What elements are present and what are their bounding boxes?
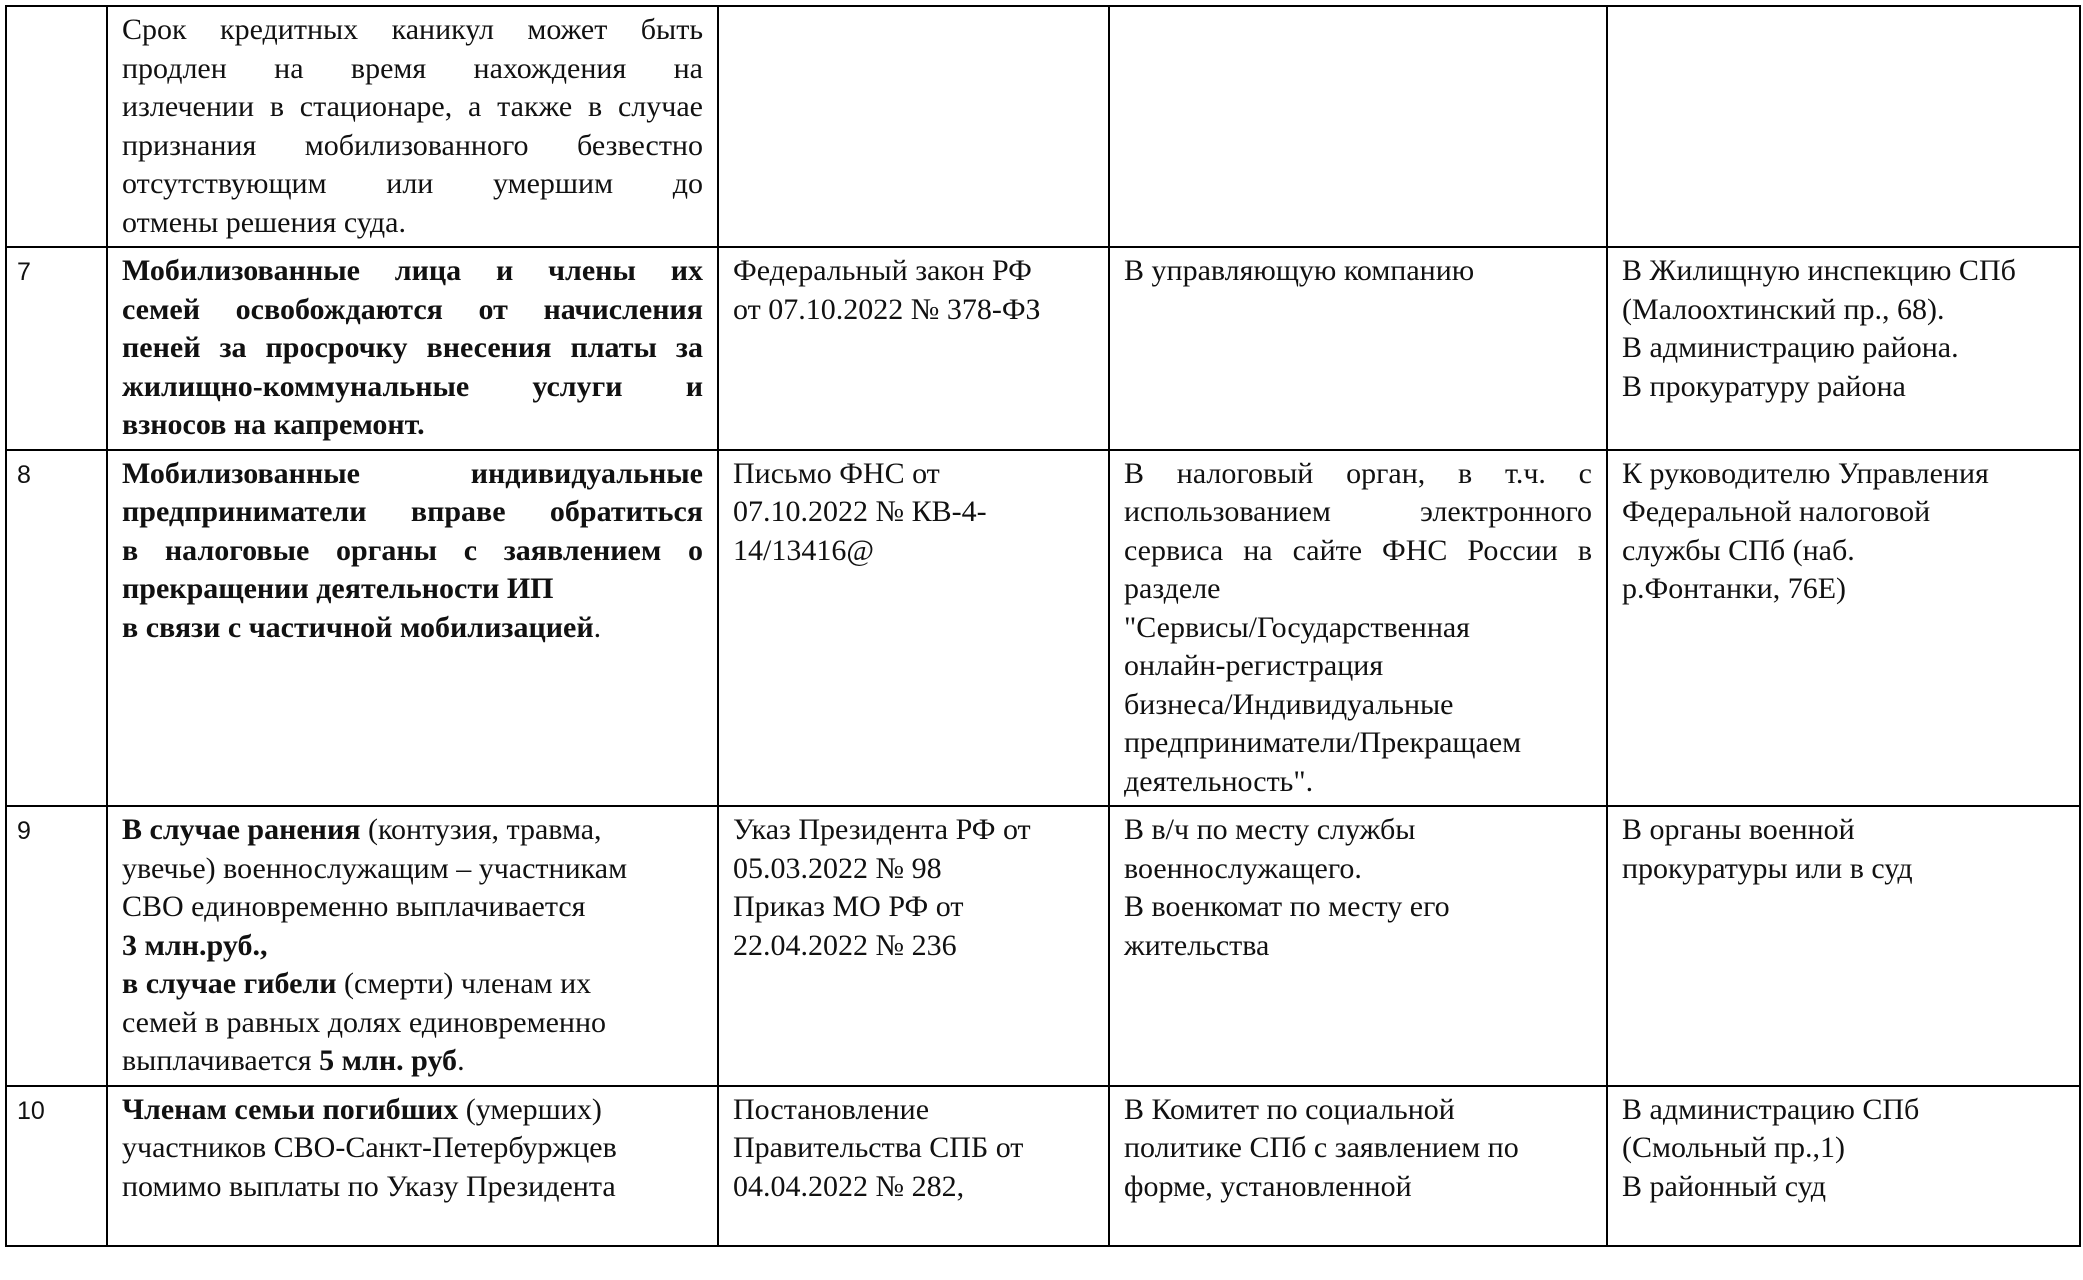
measure-cell (107, 1086, 718, 1246)
basis-line: Приказ МО РФ от (733, 890, 964, 923)
measure-bold-text: 5 млн. руб (319, 1044, 458, 1077)
measure-line (122, 965, 703, 1004)
appeal-line: В администрацию района. (1622, 331, 1959, 364)
where-line: разделе (1124, 572, 1221, 605)
basis-line: Правительства СПБ от (733, 1131, 1024, 1164)
measure-line: жилищно-коммунальные услуги и (122, 369, 703, 403)
appeal-line: В органы военной (1622, 813, 1855, 846)
measure-line: прекращении деятельности ИП (122, 572, 554, 605)
basis-line: 07.10.2022 № КВ-4- (733, 495, 987, 528)
where-line: В Комитет по социальной (1124, 1092, 1455, 1126)
measure-cell (107, 806, 718, 1086)
appeal-line: (Малоохтинский пр., 68). (1622, 292, 1945, 326)
measure-text: (умерших) (458, 1092, 602, 1126)
measure-cell (107, 450, 718, 807)
measure-text: (смерти) членам их (336, 967, 592, 1000)
basis-cell (718, 247, 1109, 450)
basis-line: Постановление (733, 1092, 930, 1126)
measure-text: (контузия, травма, (360, 813, 602, 846)
row-number (6, 6, 107, 247)
measure-line: в налоговые органы с заявлением о (122, 533, 703, 567)
where-line: В военкомат по месту его (1124, 890, 1450, 923)
measure-line: семей освобождаются от начисления (122, 292, 703, 326)
measure-line: Мобилизованные лица и члены их (122, 254, 703, 287)
appeal-line: К руководителю Управления (1622, 456, 1989, 490)
where-cell (1109, 247, 1607, 450)
measure-line (122, 811, 703, 850)
where-line: бизнеса/Индивидуальные (1124, 687, 1454, 721)
where-line: использованием электронного (1124, 495, 1592, 528)
row-number: 10 (6, 1086, 107, 1246)
measure-line: Срок кредитных каникул может быть (122, 13, 703, 46)
basis-line: 14/13416@ (733, 533, 874, 567)
appeal-line: В Жилищную инспекцию СПб (1622, 254, 2016, 287)
row-number: 8 (6, 450, 107, 807)
where-line: В управляющую компанию (1124, 254, 1475, 287)
where-line: "Сервисы/Государственная (1124, 610, 1470, 644)
measure-bold-text: в связи с частичной мобилизацией (122, 610, 594, 644)
basis-cell (718, 1086, 1109, 1246)
basis-cell (718, 806, 1109, 1086)
basis-cell (718, 6, 1109, 247)
appeal-cell (1607, 450, 2080, 807)
table-row (6, 247, 2080, 450)
basis-line: Указ Президента РФ от (733, 813, 1031, 846)
measure-line: помимо выплаты по Указу Президента (122, 1169, 616, 1203)
measure-bold-text: в случае гибели (122, 967, 337, 1000)
row-number: 7 (6, 247, 107, 450)
where-line: форме, установленной (1124, 1169, 1412, 1203)
benefits-table (5, 5, 2081, 1247)
basis-line: 05.03.2022 № 98 (733, 851, 942, 885)
appeal-cell (1607, 6, 2080, 247)
where-line: предприниматели/Прекращаем (1124, 726, 1522, 759)
measure-line: отмены решения суда. (122, 205, 406, 239)
row-number: 9 (6, 806, 107, 1086)
measure-line: 3 млн.руб., (122, 928, 268, 962)
basis-line: Письмо ФНС от (733, 456, 940, 490)
where-line: политике СПб с заявлением по (1124, 1131, 1519, 1164)
where-cell (1109, 806, 1607, 1086)
measure-line: отсутствующим или умершим до (122, 167, 703, 200)
measure-line: СВО единовременно выплачивается (122, 890, 586, 923)
appeal-line: Федеральной налоговой (1622, 495, 1931, 528)
appeal-line: (Смольный пр.,1) (1622, 1131, 1846, 1164)
table-row (6, 806, 2080, 1086)
appeal-cell (1607, 247, 2080, 450)
measure-line: предприниматели вправе обратиться (122, 495, 703, 528)
where-line: жительства (1124, 928, 1270, 962)
table-row (6, 1086, 2080, 1246)
measure-cell (107, 6, 718, 247)
measure-line: продлен на время нахождения на (122, 51, 703, 85)
measure-bold-text: В случае ранения (122, 813, 361, 846)
measure-line (122, 609, 703, 648)
where-line: В налоговый орган, в т.ч. с (1124, 456, 1592, 490)
basis-line: от 07.10.2022 № 378-ФЗ (733, 292, 1041, 326)
where-cell (1109, 6, 1607, 247)
basis-cell (718, 450, 1109, 807)
appeal-line: р.Фонтанки, 76Е) (1622, 572, 1847, 605)
basis-line: 04.04.2022 № 282, (733, 1169, 965, 1203)
measure-line: Мобилизованные индивидуальные (122, 456, 703, 490)
measure-line: семей в равных долях единовременно (122, 1005, 607, 1039)
measure-line: увечье) военнослужащим – участникам (122, 851, 628, 885)
measure-tail: . (457, 1044, 465, 1077)
measure-cell (107, 247, 718, 450)
where-line: военнослужащего. (1124, 851, 1362, 885)
measure-line: признания мобилизованного безвестно (122, 128, 703, 162)
appeal-cell (1607, 806, 2080, 1086)
measure-bold-text: Членам семьи погибших (122, 1092, 459, 1126)
appeal-line: В администрацию СПб (1622, 1092, 1920, 1126)
measure-line: взносов на капремонт. (122, 408, 425, 441)
where-line: сервиса на сайте ФНС России в (1124, 533, 1592, 567)
measure-tail: . (593, 610, 602, 644)
appeal-line: прокуратуры или в суд (1622, 851, 1913, 885)
measure-line: излечении в стационаре, а также в случае (122, 90, 703, 123)
where-cell (1109, 1086, 1607, 1246)
table-row (6, 6, 2080, 247)
appeal-cell (1607, 1086, 2080, 1246)
appeal-line: В прокуратуру района (1622, 369, 1906, 403)
where-line: деятельность". (1124, 764, 1314, 798)
measure-line (122, 1091, 703, 1130)
measure-line: пеней за просрочку внесения платы за (122, 331, 703, 364)
measure-line: участников СВО-Санкт-Петербуржцев (122, 1131, 617, 1164)
measure-text: выплачивается (122, 1044, 320, 1077)
where-cell (1109, 450, 1607, 807)
measure-line (122, 1042, 703, 1081)
appeal-line: В районный суд (1622, 1169, 1826, 1203)
where-line: онлайн-регистрация (1124, 649, 1384, 682)
appeal-line: службы СПб (наб. (1622, 533, 1855, 567)
where-line: В в/ч по месту службы (1124, 813, 1416, 846)
basis-line: 22.04.2022 № 236 (733, 928, 957, 962)
table-row (6, 450, 2080, 807)
basis-line: Федеральный закон РФ (733, 254, 1032, 287)
